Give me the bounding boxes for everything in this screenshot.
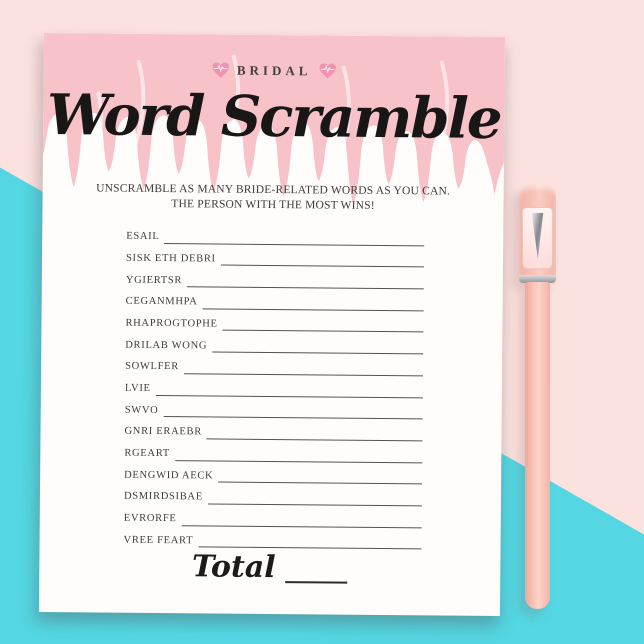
total-label: Total bbox=[191, 549, 276, 586]
scrambled-word: VREE FEART bbox=[123, 534, 194, 547]
answer-blank bbox=[221, 244, 424, 267]
pen-cap-window bbox=[522, 207, 553, 269]
scrambled-word: EVRORFE bbox=[123, 512, 177, 525]
word-list bbox=[124, 223, 425, 551]
word-row bbox=[126, 266, 424, 290]
scrambled-word: RHAPROGTOPHE bbox=[125, 317, 218, 330]
answer-blank bbox=[202, 287, 423, 311]
word-row bbox=[124, 483, 422, 507]
scrambled-word: SOWLFER bbox=[125, 361, 180, 373]
scrambled-word: SISK ETH DEBRI bbox=[125, 252, 216, 265]
answer-blank bbox=[184, 352, 423, 376]
word-row bbox=[124, 505, 422, 529]
scrambled-word: ESAIL bbox=[126, 230, 160, 243]
word-row bbox=[126, 288, 424, 312]
answer-blank bbox=[163, 396, 422, 420]
scrambled-word: LVIE bbox=[124, 382, 151, 394]
answer-blank bbox=[223, 309, 424, 332]
answer-blank bbox=[212, 331, 423, 355]
scrambled-word: RGEART bbox=[124, 447, 170, 460]
instructions-line-1: UNSCRAMBLE AS MANY BRIDE-RELATED WORDS AS YOU CAN. bbox=[96, 182, 451, 198]
card-title: Word Scramble bbox=[46, 82, 501, 152]
scrambled-word: YGIERTSR bbox=[125, 274, 183, 286]
total-blank bbox=[286, 557, 348, 584]
word-row bbox=[124, 461, 422, 485]
scrambled-word: DENGWID AECK bbox=[124, 469, 214, 482]
badge-label: BRIDAL bbox=[236, 62, 312, 78]
scrambled-word: DSMIRDSIBAE bbox=[123, 491, 203, 503]
scrambled-word: DRILAB WONG bbox=[125, 339, 208, 352]
pen-cap bbox=[519, 185, 556, 283]
answer-blank bbox=[175, 439, 423, 463]
scrambled-word: CEGANMHPA bbox=[125, 295, 198, 308]
answer-blank bbox=[187, 266, 424, 290]
answer-blank bbox=[218, 461, 422, 484]
pen-nib bbox=[529, 213, 546, 259]
answer-blank bbox=[164, 222, 424, 246]
pen-barrel bbox=[525, 282, 550, 609]
instructions-line-2: THE PERSON WITH THE MOST WINS! bbox=[171, 198, 375, 212]
answer-blank bbox=[208, 483, 422, 507]
word-row bbox=[124, 440, 422, 464]
word-row bbox=[124, 526, 422, 550]
answer-blank bbox=[181, 504, 421, 528]
word-row bbox=[125, 396, 423, 420]
answer-blank bbox=[207, 418, 423, 442]
answer-blank bbox=[198, 526, 422, 550]
bridal-game-card bbox=[39, 33, 505, 616]
answer-blank bbox=[156, 374, 423, 398]
word-row bbox=[126, 223, 424, 247]
scrambled-word: SWVO bbox=[124, 404, 159, 416]
word-row bbox=[126, 244, 424, 268]
word-row bbox=[125, 309, 423, 333]
pen bbox=[519, 185, 559, 609]
word-row bbox=[125, 331, 423, 355]
word-row bbox=[124, 418, 422, 442]
scrambled-word: GNRI ERAEBR bbox=[124, 426, 202, 438]
total-row bbox=[39, 551, 500, 585]
